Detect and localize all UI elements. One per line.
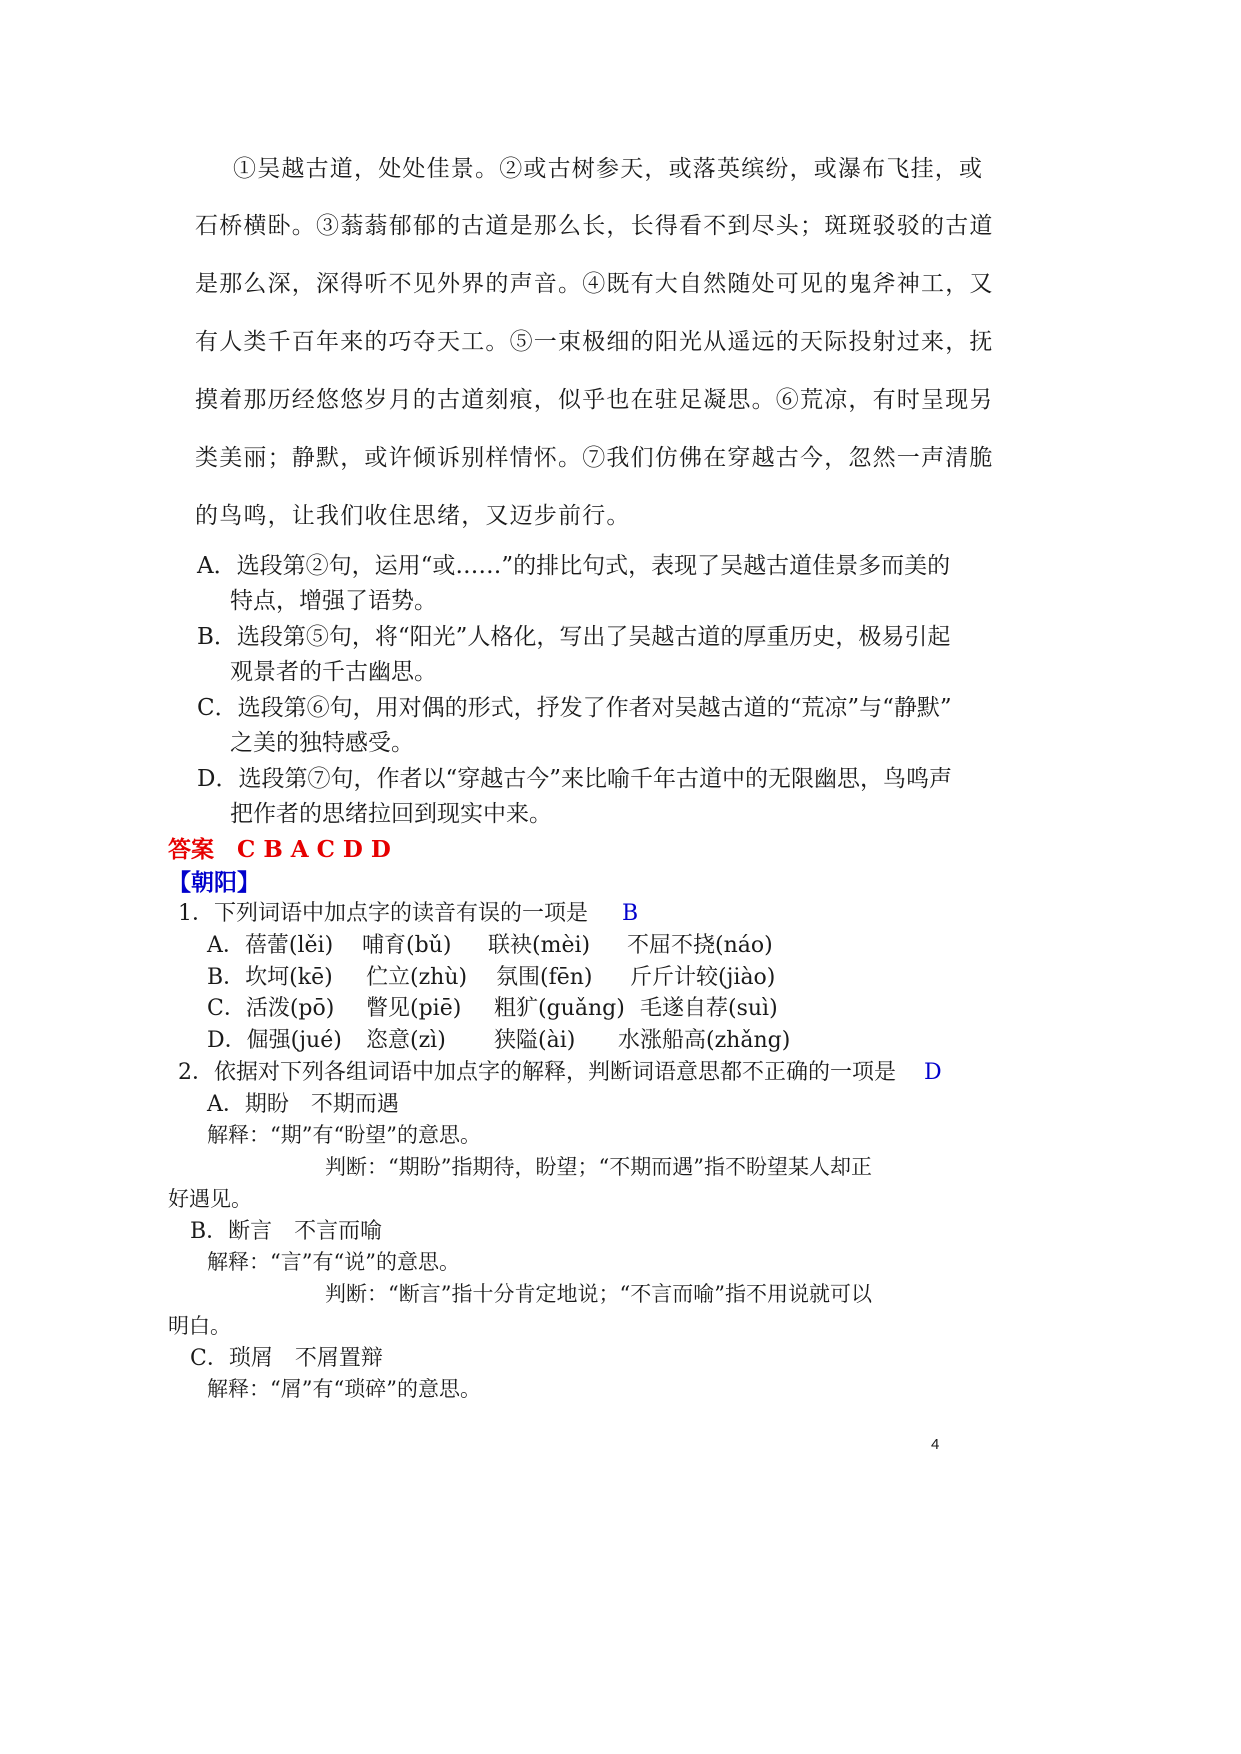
section-title: 【朝阳】 [168,869,260,896]
q2-a-explain: 解释：“期”有“盼望”的意思。 [207,1123,481,1147]
q2-a-judge-line-1: 判断：“期盼”指期待，盼望；“不期而遇”指不盼望某人却正 [325,1155,872,1179]
q2-b-judge-line-2: 明白。 [168,1314,231,1338]
q1-answer: B [622,901,639,926]
passage-line-3: 是那么深，深得听不见外界的声音。④既有大自然随处可见的鬼斧神工，又 [195,271,994,297]
q2-stem-text: 2．依据对下列各组词语中加点字的解释，判断词语意思都不正确的一项是 [178,1060,896,1085]
option-c-line-1: C．选段第⑥句，用对偶的形式，抒发了作者对吴越古道的“荒凉”与“静默” [197,695,952,721]
q1-row-d-item-4: 水涨船高(zhǎng) [618,1028,791,1053]
q1-row-c-item-4: 毛遂自荐(suì) [640,996,778,1021]
passage-line-2: 石桥横卧。③蓊蓊郁郁的古道是那么长，长得看不到尽头；斑斑驳驳的古道 [195,213,994,239]
option-a-line-1: A．选段第②句，运用“或……”的排比句式，表现了吴越古道佳景多而美的 [197,553,951,579]
q1-row-c-item-3: 粗犷(guǎng) [494,996,625,1021]
page-number: 4 [931,1436,940,1453]
option-d-line-1: D．选段第⑦句，作者以“穿越古今”来比喻千年古道中的无限幽思，鸟鸣声 [197,766,952,792]
q1-row-c: C．活泼(pō) [207,996,335,1021]
q1-row-c-item-2: 瞥见(piē) [366,996,462,1021]
q2-c-explain: 解释：“屑”有“琐碎”的意思。 [207,1377,481,1401]
option-d-line-2: 把作者的思绪拉回到现实中来。 [230,801,552,827]
q1-row-d-item-2: 恣意(zì) [366,1028,446,1053]
passage-line-5: 摸着那历经悠悠岁月的古道刻痕，似乎也在驻足凝思。⑥荒凉，有时呈现另 [195,387,994,413]
q2-b-explain: 解释：“言”有“说”的意思。 [207,1250,460,1274]
q1-stem [178,896,638,927]
passage-line-1: ①吴越古道，处处佳景。②或古树参天，或落英缤纷，或瀑布飞挂，或 [233,156,984,182]
q2-b-title: B．断言 不言而喻 [190,1219,383,1244]
answer-line: 答案 C B A C D D [168,836,391,863]
option-b-line-2: 观景者的千古幽思。 [230,659,437,685]
q1-row-a-item-2: 哺育(bǔ) [362,933,452,958]
option-c-line-2: 之美的独特感受。 [230,730,414,756]
q2-answer: D [924,1060,942,1085]
option-b-line-1: B．选段第⑤句，将“阳光”人格化，写出了吴越古道的厚重历史，极易引起 [197,624,951,650]
q2-stem [178,1055,942,1086]
option-a-line-2: 特点，增强了语势。 [230,588,437,614]
q1-row-d: D．倔强(jué) [207,1028,342,1053]
q1-stem-text: 1．下列词语中加点字的读音有误的一项是 [178,901,588,926]
passage-line-7: 的鸟鸣，让我们收住思绪，又迈步前行。 [195,503,631,529]
q1-row-b: B．坎坷(kē) [207,965,333,990]
q2-a-title: A．期盼 不期而遇 [207,1092,399,1117]
q1-row-b-item-4: 斤斤计较(jiào) [630,965,776,990]
q1-row-b-item-3: 氛围(fēn) [496,965,593,990]
passage-line-6: 类美丽；静默，或许倾诉别样情怀。⑦我们仿佛在穿越古今，忽然一声清脆 [195,445,994,471]
q1-row-d-item-3: 狭隘(ài) [494,1028,576,1053]
q1-row-a: A．蓓蕾(lěi) [207,933,334,958]
q2-c-title: C．琐屑 不屑置辩 [190,1346,383,1371]
passage-line-4: 有人类千百年来的巧夺天工。⑤一束极细的阳光从遥远的天际投射过来，抚 [195,329,994,355]
q2-a-judge-line-2: 好遇见。 [168,1187,252,1211]
q2-b-judge-line-1: 判断：“断言”指十分肯定地说；“不言而喻”指不用说就可以 [325,1282,872,1306]
q1-row-a-item-3: 联袂(mèi) [488,933,591,958]
q1-row-b-item-2: 伫立(zhù) [366,965,468,990]
q1-row-a-item-4: 不屈不挠(náo) [627,933,773,958]
